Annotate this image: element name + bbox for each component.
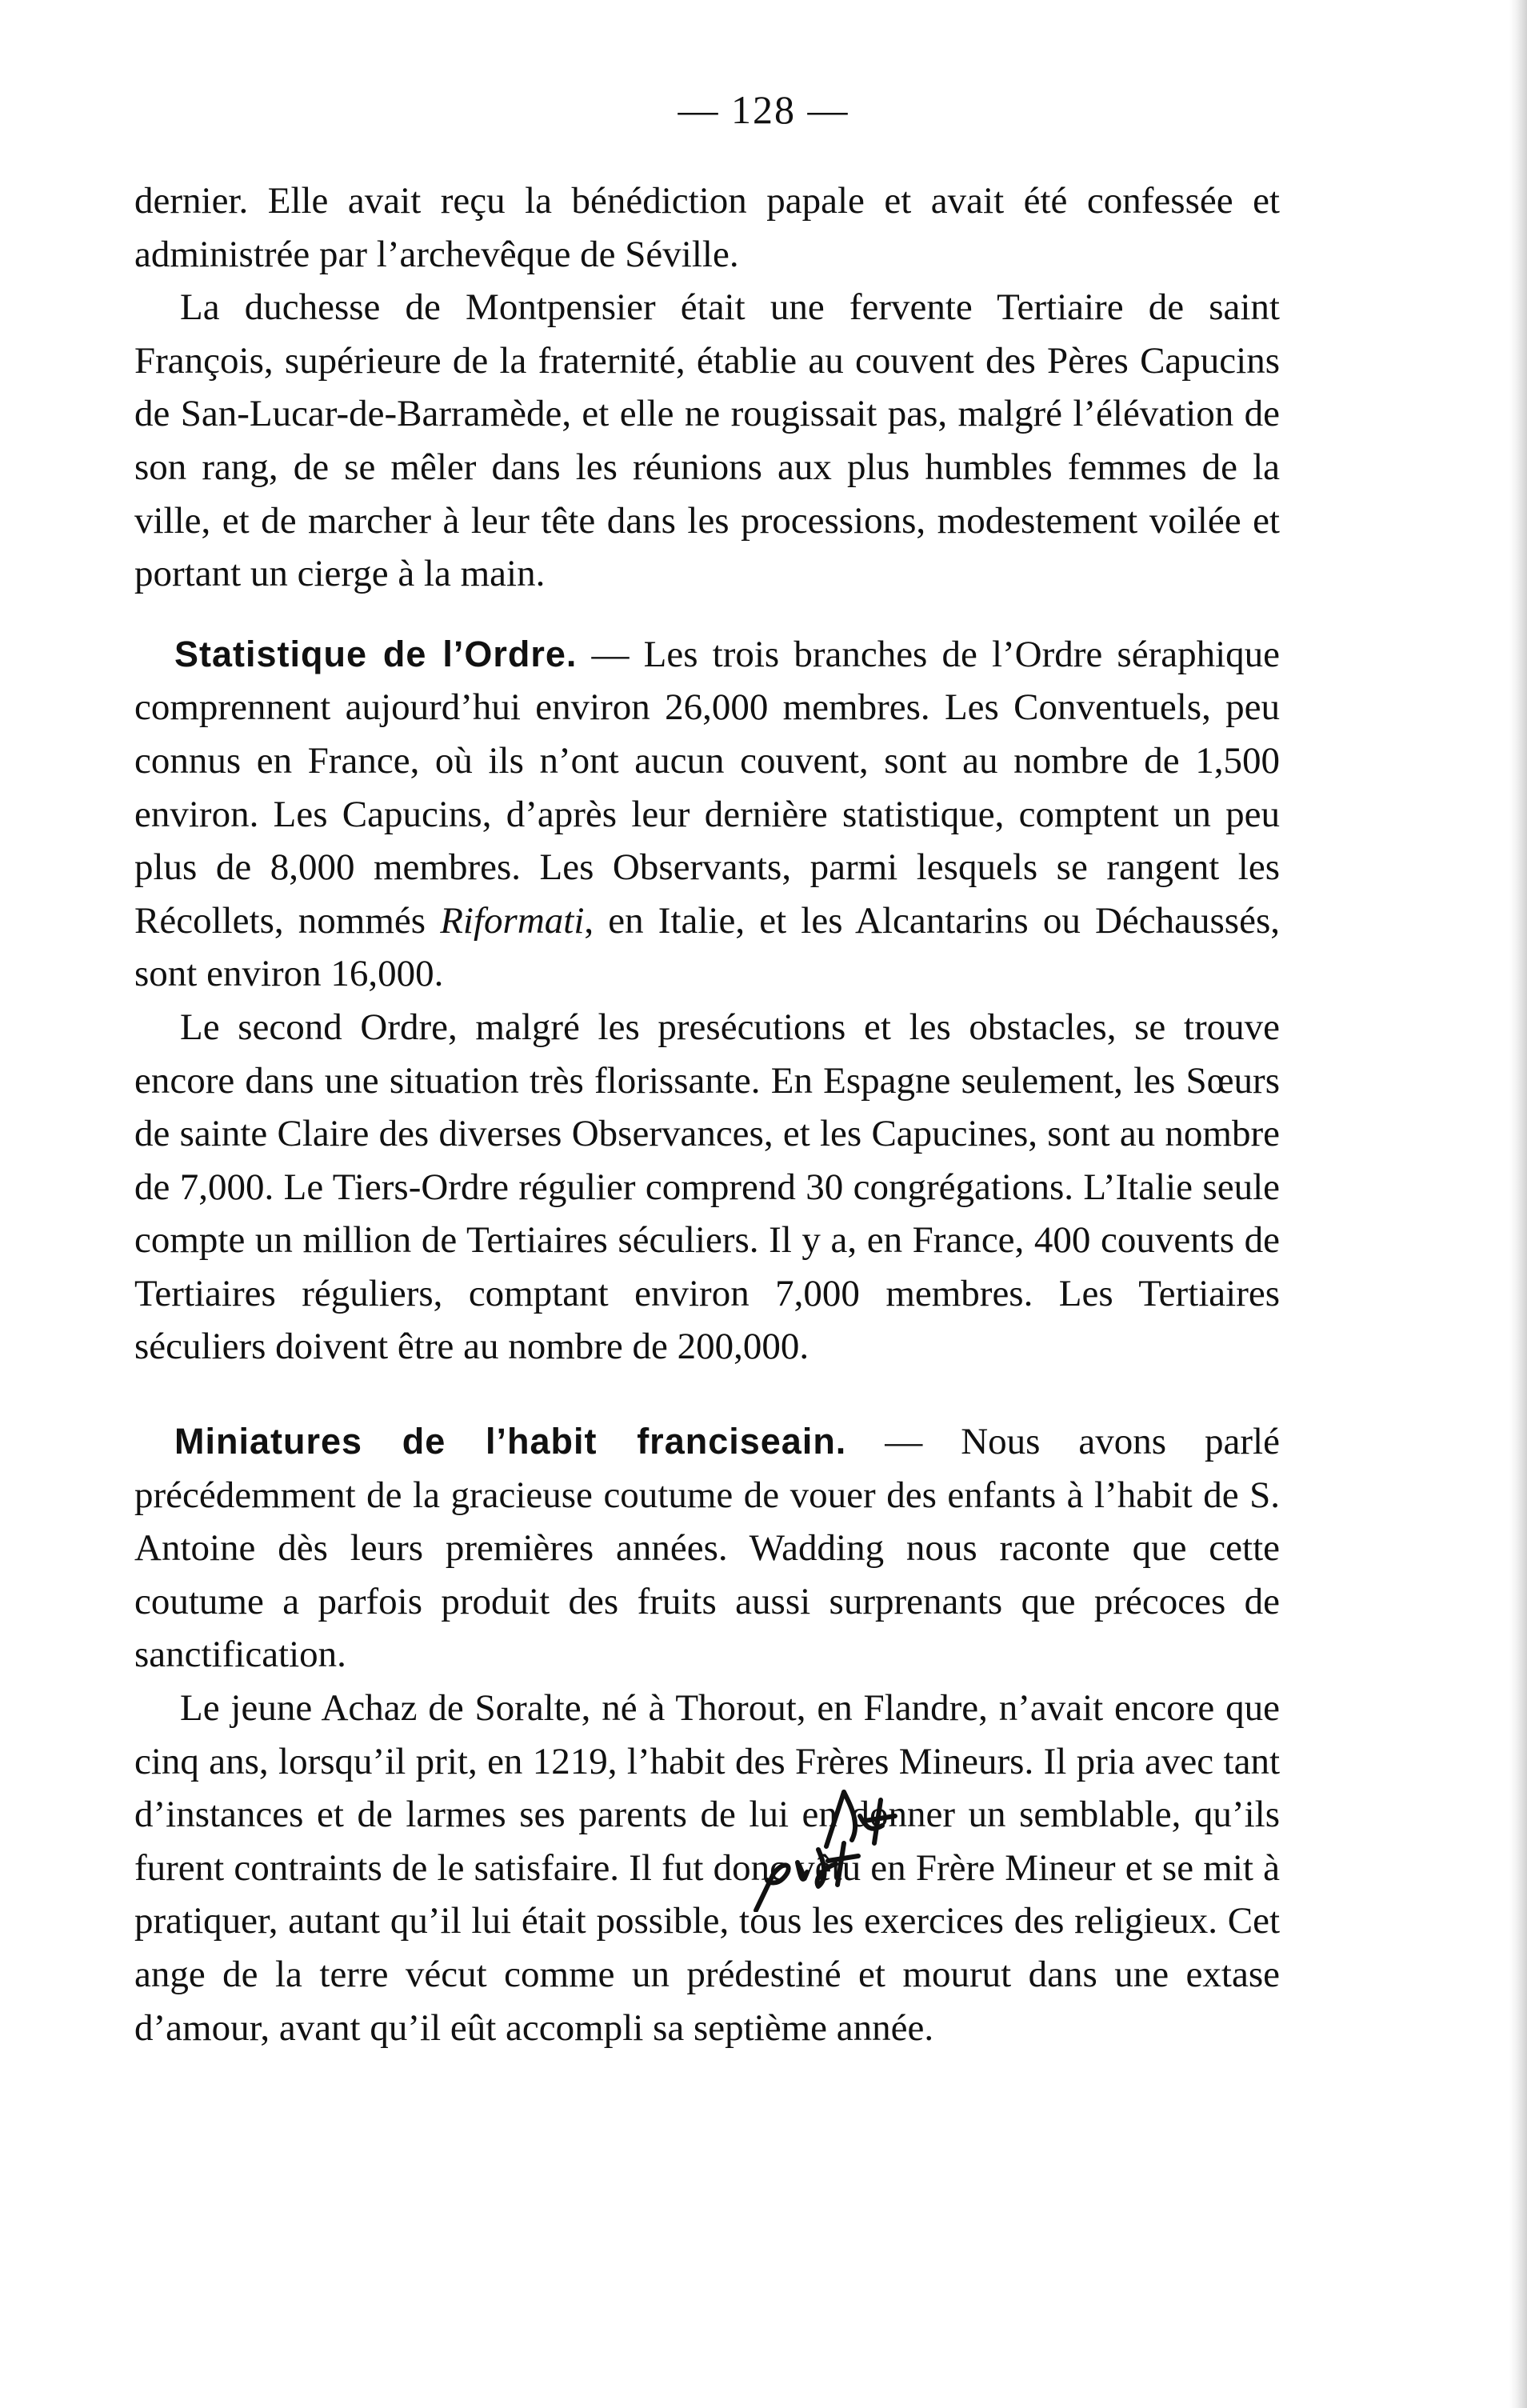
paragraph-statistique xyxy=(134,628,1280,1001)
statistique-text-a: — Les trois branches de l’Ordre séraphique comprennent aujourd’hui environ 26,000 membres. Les Conventuels, peu connus en France, où ils n’ont aucun couvent, sont au nombre de 1,500 environ. Les Capucins, d’après leur dernière statistique, comptent un peu plus de 8,000 membres. Les Observants, parmi lesquels se rangent les Récollets, nommés xyxy=(134,633,1281,942)
body-text xyxy=(134,174,1280,2054)
paragraph-1: dernier. Elle avait reçu la bénédiction papale et avait été confessée et administrée par l’archevêque de Séville. xyxy=(134,180,1280,275)
paragraph-achaz: Le jeune Achaz de Soralte, né à Thorout, en Flandre, n’avait encore que cinq ans, lorsqu’il prit, en 1219, l’habit des Frères Mineurs. Il pria avec tant d’instances et de larmes ses parents de lui en donner un semblable, qu’ils furent contraints de le satisfaire. Il fut donc vêtu en Frère Mineur et se mit à pratiquer, autant qu’il lui était possible, tous les exercices des religieux. Cet ange de la terre vécut comme un prédestiné et mourut dans une extase d’amour, avant qu’il eût accompli sa septième année. xyxy=(134,1687,1280,2049)
page-number: — 128 — xyxy=(678,87,849,132)
section-heading-miniatures: Miniatures de l’habit franciseain. xyxy=(174,1421,847,1462)
paragraph-miniatures xyxy=(134,1415,1280,1682)
statistique-text-b: , en Italie, et les Alcantarins ou Déchaussés, sont environ 16,000. xyxy=(134,899,1280,995)
section-heading-statistique: Statistique de l’Ordre. xyxy=(174,633,578,674)
handwritten-correction-mark-icon xyxy=(724,1784,964,1912)
paragraph-2: La duchesse de Montpensier était une fervente Tertiaire de saint François, supérieure de la fraternité, établie au couvent des Pères Capucins de San-Lucar-de-Barramède, et elle ne rougissait pas, malgré l’élévation de son rang, de se mêler dans les réunions aux plus humbles femmes de la ville, et de marcher à leur tête dans les processions, modestement voilée et portant un cierge à la main. xyxy=(134,286,1280,595)
riformati-italic: Riformati xyxy=(440,899,585,942)
page-edge-shadow xyxy=(1509,0,1527,2408)
miniatures-text: — Nous avons parlé précédemment de la gracieuse coutume de vouer des enfants à l’habit de S. Antoine dès leurs premières années. Wadding nous raconte que cette coutume a parfois produit des fruits aussi surprenants que précoces de sanctification. xyxy=(134,1421,1280,1676)
paragraph-second-ordre: Le second Ordre, malgré les presécutions et les obstacles, se trouve encore dans une situation très florissante. En Espagne seulement, les Sœurs de sainte Claire des diverses Observances, et les Capucines, sont au nombre de 7,000. Le Tiers-Ordre régulier comprend 30 congrégations. L’Italie seule compte un million de Tertiaires séculiers. Il y a, en France, 400 couvents de Tertiaires réguliers, comptant environ 7,000 membres. Les Tertiaires séculiers doivent être au nombre de 200,000. xyxy=(134,1006,1280,1368)
